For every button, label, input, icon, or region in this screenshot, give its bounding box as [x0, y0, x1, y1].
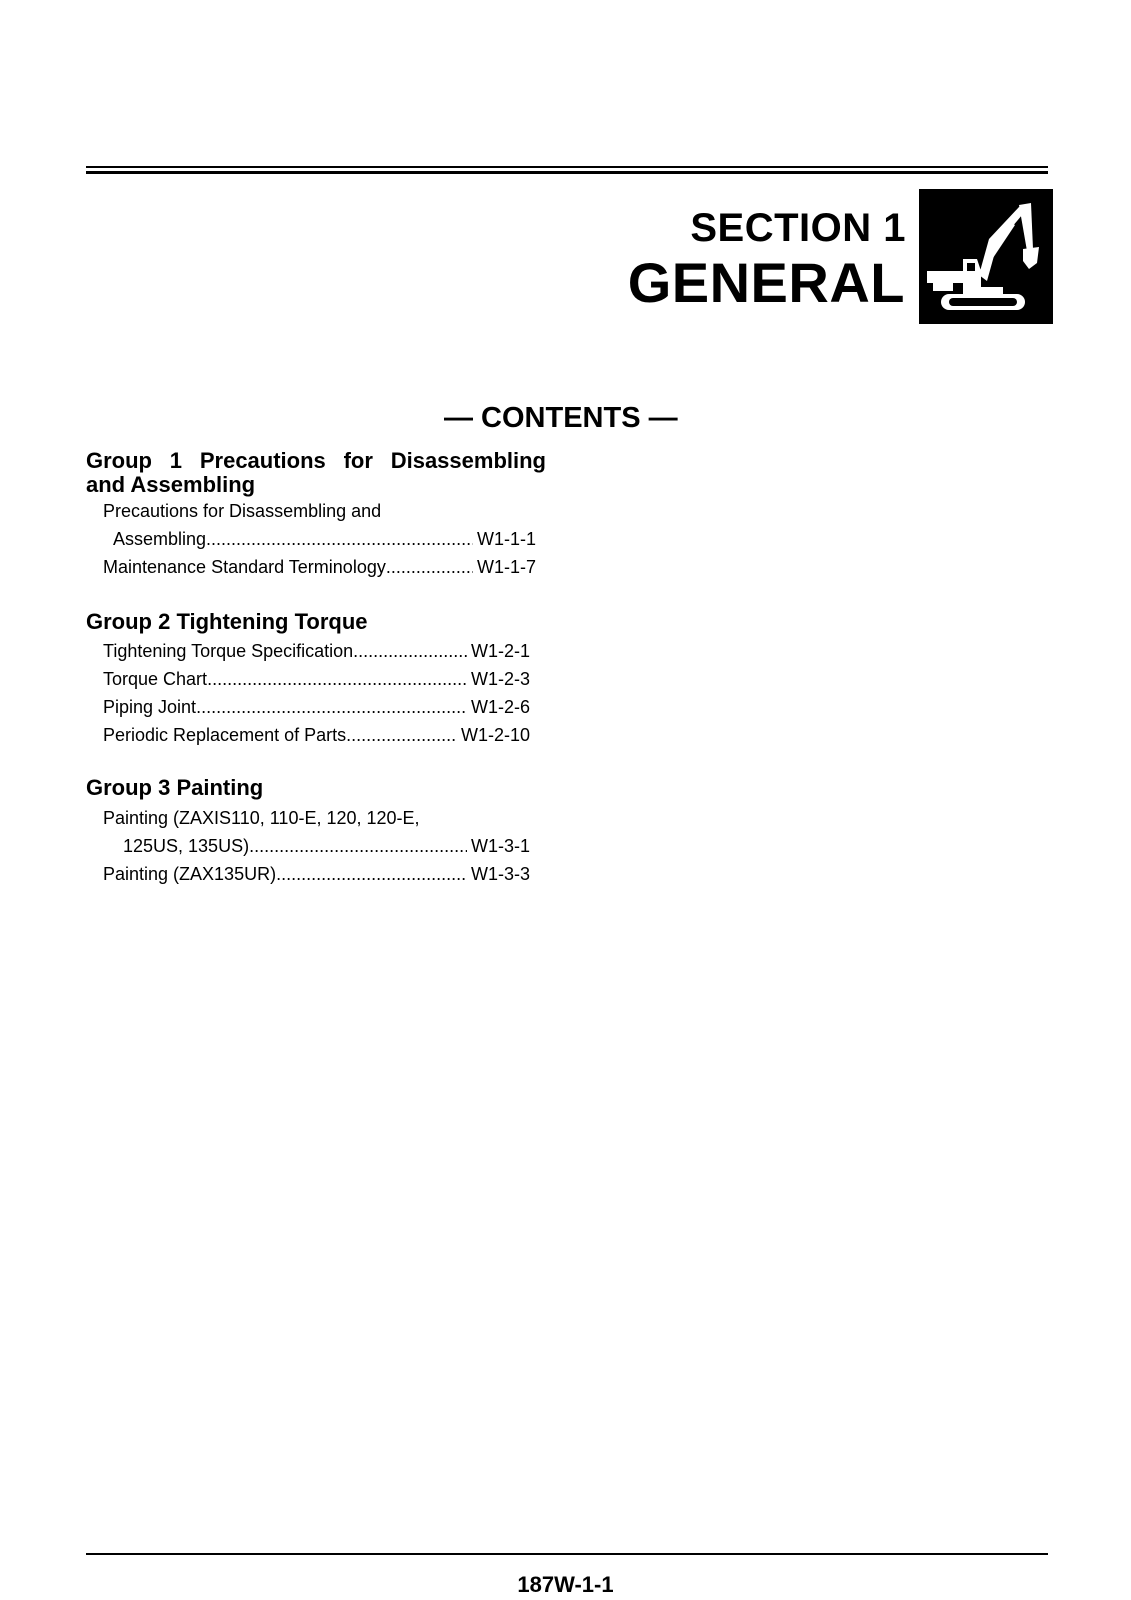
- toc-leader-dots: [386, 556, 473, 578]
- toc-entry: [123, 835, 530, 857]
- toc-leader-dots: [196, 696, 467, 718]
- toc-leader-dots: [353, 640, 467, 662]
- group-2-title: Group 2 Tightening Torque: [86, 609, 368, 634]
- toc-entry-page: W1-2-3: [470, 669, 530, 689]
- toc-entry: [103, 640, 530, 662]
- group-1-title-word: Precautions: [199, 448, 326, 473]
- toc-entry-line: Painting (ZAXIS110, 110-E, 120, 120-E,: [103, 808, 420, 828]
- toc-entry-page: W1-2-10: [460, 725, 530, 745]
- toc-entry-page: W1-2-1: [470, 641, 530, 661]
- toc-entry-label: Piping Joint: [103, 697, 197, 717]
- section-title: GENERAL: [627, 251, 905, 314]
- toc-entry-page: W1-3-3: [470, 864, 530, 884]
- group-1-title-word: Disassembling: [390, 448, 546, 473]
- toc-entry-page: W1-1-1: [476, 529, 536, 549]
- toc-entry: [113, 528, 536, 550]
- toc-entry: [103, 724, 530, 746]
- toc-leader-dots: [346, 724, 457, 746]
- toc-entry-label: Torque Chart: [103, 669, 208, 689]
- toc-entry-page: W1-2-6: [470, 697, 530, 717]
- section-number: SECTION 1: [690, 206, 906, 250]
- header-rule-thin: [86, 166, 1048, 168]
- toc-entry: [103, 668, 530, 690]
- toc-entry: [103, 863, 530, 885]
- toc-entry-label: Maintenance Standard Terminology: [103, 557, 386, 577]
- group-1-title: [86, 449, 546, 497]
- toc-entry-label: Assembling: [113, 529, 207, 549]
- toc-entry-page: W1-3-1: [470, 836, 530, 856]
- toc-entry-label: Painting (ZAX135UR): [103, 864, 277, 884]
- header-rule-thick: [86, 171, 1048, 174]
- group-1-title-line2: and Assembling: [86, 472, 256, 497]
- group-1-title-word: for: [343, 448, 373, 473]
- footer-rule: [86, 1553, 1048, 1555]
- toc-entry: [103, 556, 536, 578]
- toc-entry-line: Precautions for Disassembling and: [103, 501, 382, 521]
- excavator-icon: [919, 189, 1053, 324]
- contents-heading: — CONTENTS —: [444, 402, 678, 434]
- toc-entry: [103, 696, 530, 718]
- group-3-title: Group 3 Painting: [86, 775, 264, 800]
- toc-leader-dots: [206, 528, 473, 550]
- group-1-title-word: 1: [169, 448, 183, 473]
- toc-entry-page: W1-1-7: [476, 557, 536, 577]
- toc-leader-dots: [249, 835, 467, 857]
- toc-entry-label: Tightening Torque Specification: [103, 641, 354, 661]
- page-code: 187W-1-1: [517, 1572, 614, 1597]
- toc-leader-dots: [207, 668, 467, 690]
- group-1-title-word: Group: [86, 448, 152, 473]
- toc-entry-label: Periodic Replacement of Parts: [103, 725, 347, 745]
- toc-entry-label: 125US, 135US): [123, 836, 250, 856]
- toc-leader-dots: [276, 863, 467, 885]
